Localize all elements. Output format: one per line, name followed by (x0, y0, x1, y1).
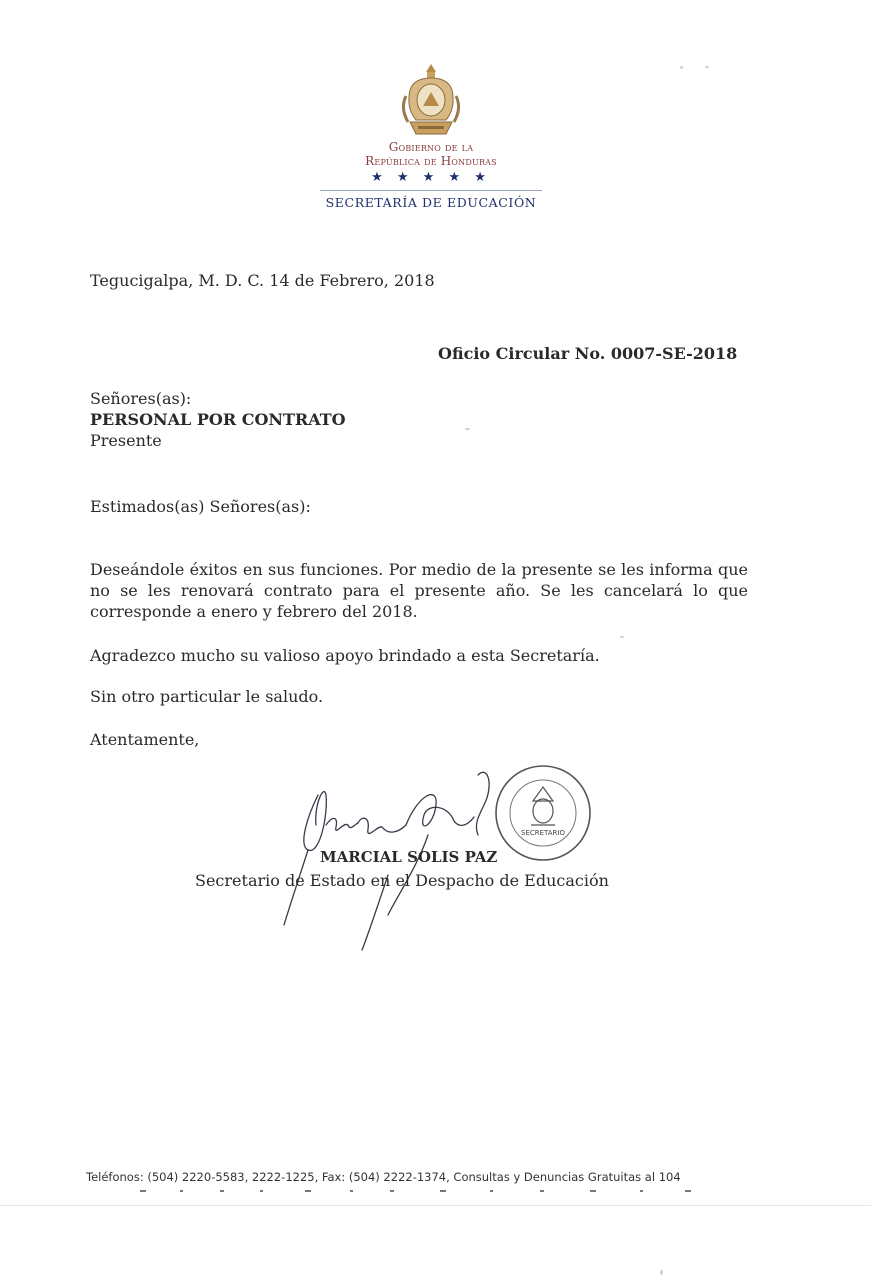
signer-name: MARCIAL SOLIS PAZ (320, 848, 498, 866)
scan-speck (705, 66, 709, 68)
oficio-number: Oficio Circular No. 0007-SE-2018 (438, 344, 738, 363)
scan-speck (680, 66, 683, 69)
footer-rule (0, 1205, 871, 1206)
gov-line-2: República de Honduras (365, 154, 497, 168)
footer-contact: Teléfonos: (504) 2220-5583, 2222-1225, Fax: (504) 2222-1374, Consultas y Denuncias Gratuitas al 104 (86, 1170, 681, 1184)
greeting: Estimados(as) Señores(as): (90, 497, 311, 516)
scan-speck (620, 636, 624, 638)
scan-speck (465, 428, 470, 430)
stars-row: ★ ★ ★ ★ ★ (371, 170, 491, 185)
scan-speck (660, 1270, 663, 1275)
closing: Atentamente, (90, 730, 200, 749)
presente: Presente (90, 431, 162, 450)
letterhead (320, 60, 542, 210)
recipient: PERSONAL POR CONTRATO (90, 410, 346, 429)
paragraph-3: Sin otro particular le saludo. (90, 687, 324, 706)
official-seal-icon (493, 763, 593, 863)
paragraph-1: Deseándole éxitos en sus funciones. Por medio de la presente se les informa que no se les renovará contrato para el presente año. Se les cancelará lo que corresponde a enero y febrero del 2018. (90, 560, 748, 621)
signer-title: Secretario de Estado en el Despacho de Educación (195, 871, 609, 890)
paragraph-2: Agradezco mucho su valioso apoyo brindado a esta Secretaría. (90, 646, 600, 665)
date-line: Tegucigalpa, M. D. C. 14 de Febrero, 2018 (90, 271, 435, 290)
salutation: Señores(as): (90, 389, 192, 408)
letterhead-rule (320, 190, 542, 191)
seal-center-text: SECRETARIO (521, 829, 565, 837)
address-block (90, 388, 346, 451)
gov-line-1: Gobierno de la (388, 140, 474, 154)
footer-cut-text-decoration (140, 1188, 700, 1194)
secretaria-title: SECRETARÍA DE EDUCACIÓN (325, 195, 537, 210)
coat-of-arms-icon (396, 60, 466, 140)
